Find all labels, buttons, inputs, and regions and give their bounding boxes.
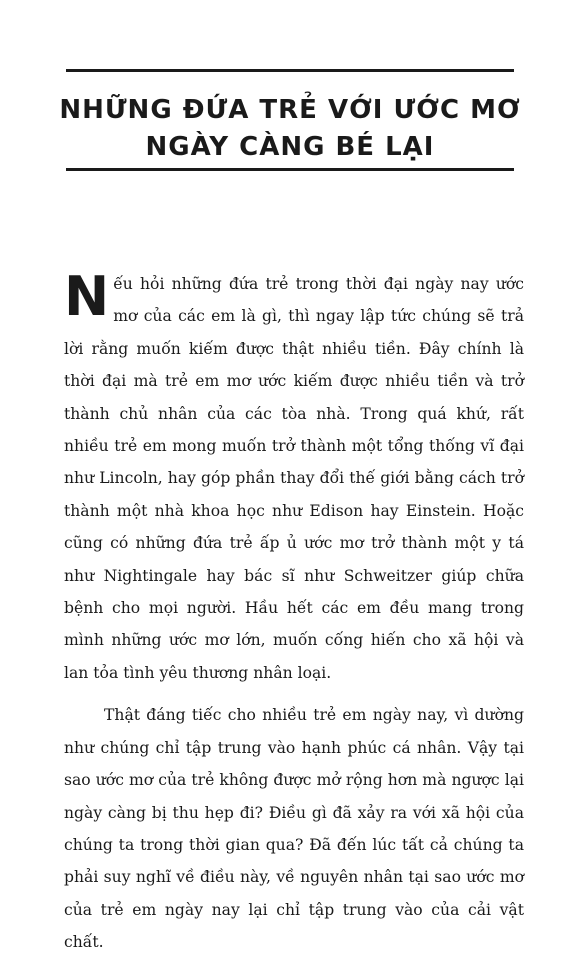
paragraph-1 — [64, 265, 524, 689]
chapter-body — [64, 265, 524, 959]
chapter-title-line-2: NGÀY CÀNG BÉ LẠI — [145, 132, 435, 162]
chapter-title-line-1: NHỮNG ĐỨA TRẺ VỚI ƯỚC MƠ — [59, 95, 521, 125]
drop-cap: N — [64, 265, 110, 328]
title-top-rule — [66, 69, 514, 72]
paragraph-2: Thật đáng tiếc cho nhiều trẻ em ngày nay, vì dường như chúng chỉ tập trung vào hạnh phúc cá nhân. Vậy tại sao ước mơ của trẻ không được mở rộng hơn mà ngược lại ngày càng bị thu hẹp đi? Điều gì đã xảy ra với xã hội của chúng ta trong thời gian qua? Đã đến lúc tất cả chúng ta phải suy nghĩ về điều này, về nguyên nhân tại sao ước mơ của trẻ em ngày nay lại chỉ tập trung vào của cải vật chất. — [64, 706, 524, 952]
chapter-title — [40, 92, 540, 166]
title-bottom-rule — [66, 168, 514, 171]
paragraph-1-text: ếu hỏi những đứa trẻ trong thời đại ngày nay ước mơ của các em là gì, thì ngay lập tức chúng sẽ trả lời rằng muốn kiếm được thật nhiều tiền. Đây chính là thời đại mà trẻ em mơ ước kiếm được nhiều tiền và trở thành chủ nhân của các tòa nhà. Trong quá khứ, rất nhiều trẻ em mong muốn trở thành một tổng thống vĩ đại như Lincoln, hay góp phần thay đổi thế giới bằng cách trở thành một nhà khoa học như Edison hay Einstein. Hoặc cũng có những đứa trẻ ấp ủ ước mơ trở thành một y tá như Nightingale hay bác sĩ như Schweitzer giúp chữa bệnh cho mọi người. Hầu hết các em đều mang trong mình những ước mơ lớn, muốn cống hiến cho xã hội và lan tỏa tình yêu thương nhân loại. — [64, 275, 524, 682]
